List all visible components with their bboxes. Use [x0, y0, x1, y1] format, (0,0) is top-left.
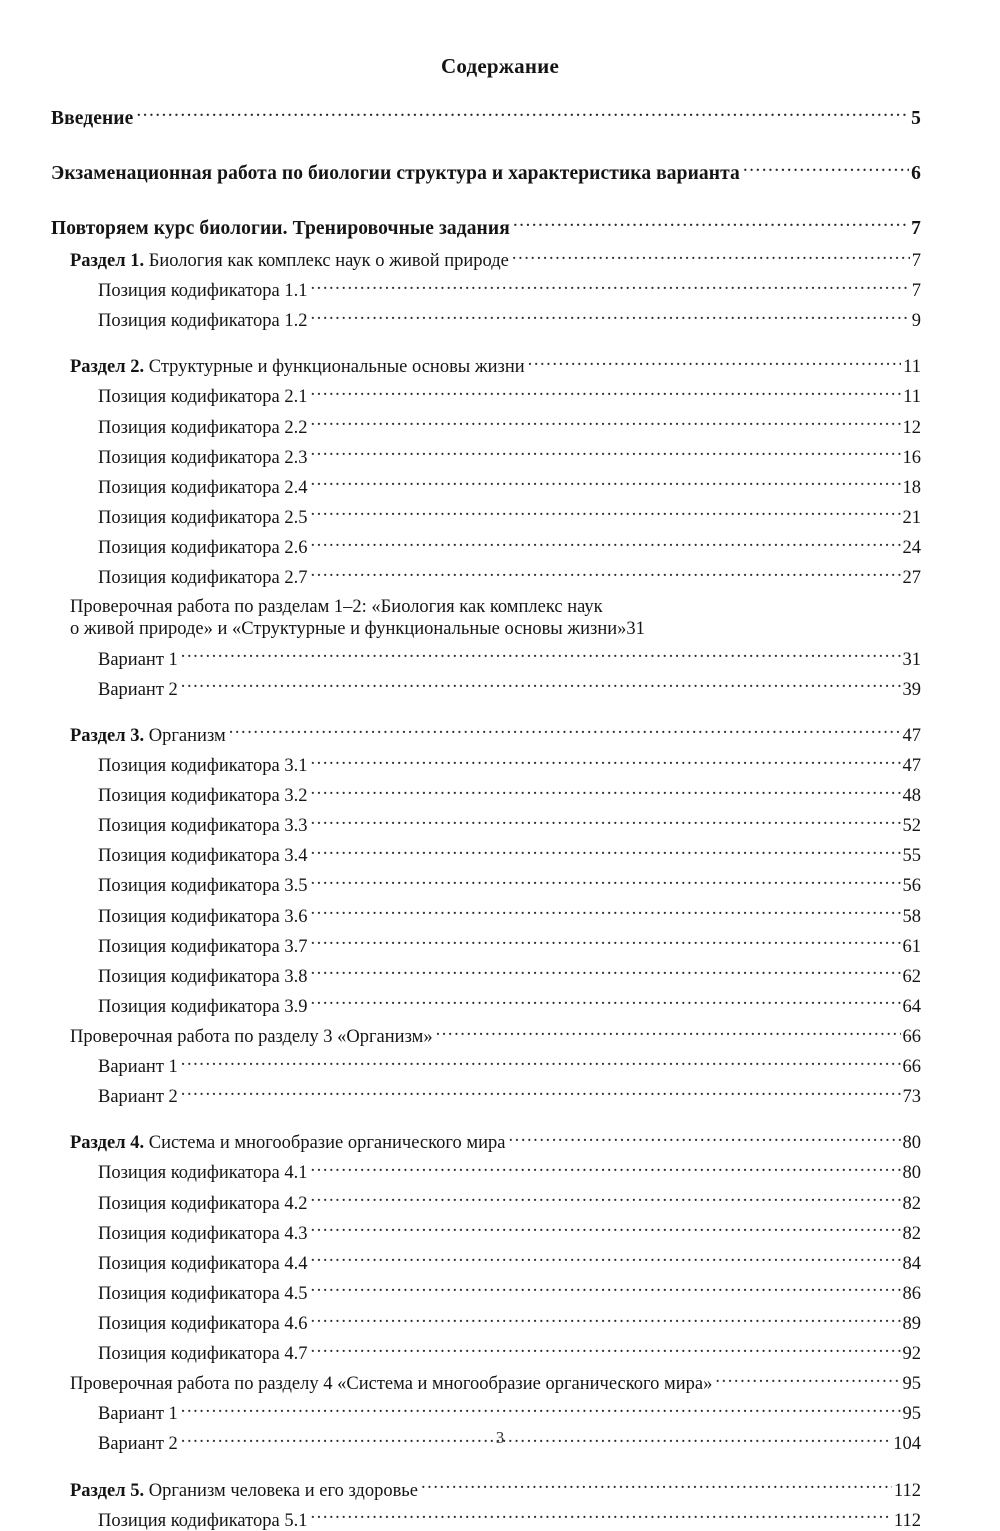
toc-entry-exam-structure[interactable]	[51, 159, 921, 184]
toc-variant[interactable]	[98, 1401, 921, 1425]
toc-item[interactable]	[98, 565, 921, 589]
toc-section-items	[51, 278, 921, 332]
toc-item-label: Позиция кодификатора 4.1	[98, 1163, 308, 1184]
toc-entry-page: 7	[911, 217, 921, 239]
dot-leader	[310, 308, 909, 327]
toc-section-page: 112	[893, 1480, 921, 1501]
toc-item-label: Позиция кодификатора 1.1	[98, 281, 308, 302]
toc-entry-label: Повторяем курс биологии. Тренировочные задания	[51, 217, 510, 239]
toc-item[interactable]	[98, 843, 921, 867]
dot-leader	[310, 278, 909, 297]
dot-leader	[181, 1084, 901, 1103]
toc-variant-label: Вариант 2	[98, 1434, 178, 1455]
toc-item-page: 47	[902, 756, 921, 776]
toc-item-label: Позиция кодификатора 2.2	[98, 417, 308, 438]
dot-leader	[310, 1341, 900, 1360]
toc-item[interactable]	[98, 444, 921, 468]
toc-section-heading-2[interactable]	[70, 354, 921, 378]
toc-item-label: Позиция кодификатора 3.3	[98, 816, 308, 837]
toc-item-label: Позиция кодификатора 1.2	[98, 311, 308, 332]
toc-check-work-page: 31	[626, 618, 645, 639]
toc-item-page: 12	[902, 417, 921, 438]
toc-section-title	[70, 1482, 418, 1502]
toc-item-page: 11	[903, 387, 921, 408]
toc-item-label: Позиция кодификатора 3.5	[98, 876, 308, 897]
dot-leader	[508, 1130, 900, 1149]
toc-item[interactable]	[98, 1310, 921, 1334]
toc-item[interactable]	[98, 1280, 921, 1304]
toc-section-name: Биология как комплекс наук о живой природе	[148, 250, 509, 271]
dot-leader	[310, 903, 900, 922]
toc-section-group-3	[51, 722, 921, 1107]
toc-item-label: Позиция кодификатора 2.5	[98, 507, 308, 528]
toc-item-label: Позиция кодификатора 4.4	[98, 1253, 308, 1274]
toc-item-label: Позиция кодификатора 4.6	[98, 1313, 308, 1334]
dot-leader	[181, 1401, 901, 1420]
toc-item-page: 84	[902, 1253, 921, 1274]
toc-section-items	[51, 753, 921, 1108]
page-title: Содержание	[441, 54, 559, 78]
dot-leader	[310, 1250, 900, 1269]
dot-leader	[310, 963, 900, 982]
toc-section-page: 47	[902, 725, 921, 746]
toc-variant-label: Вариант 2	[98, 1087, 178, 1108]
toc-item[interactable]	[98, 474, 921, 498]
toc-item[interactable]	[98, 504, 921, 528]
toc-section-group-1	[51, 247, 921, 331]
toc-item[interactable]	[98, 384, 921, 408]
toc-section-number: Раздел 1.	[70, 250, 145, 271]
dot-leader	[310, 813, 900, 832]
toc-entry-label: Экзаменационная работа по биологии структура и характеристика варианта	[51, 162, 740, 184]
toc-section-name: Система и многообразие органического мира	[148, 1133, 506, 1154]
toc-item-page: 82	[902, 1193, 921, 1214]
toc-check-work-line2: о живой природе» и «Структурные и функциональные основы жизни»	[70, 618, 627, 639]
toc-section-items	[51, 384, 921, 700]
toc-check-work-label: Проверочная работа по разделу 3 «Организм»	[70, 1026, 433, 1047]
toc-section-number: Раздел 5.	[70, 1480, 145, 1501]
toc-item-page: 21	[902, 507, 921, 528]
toc-item-page: 80	[902, 1163, 921, 1184]
dot-leader	[421, 1477, 892, 1496]
dot-leader	[310, 414, 900, 433]
toc-item-label: Позиция кодификатора 3.6	[98, 906, 308, 927]
toc-section-title	[70, 358, 525, 378]
toc-item-page: 61	[902, 936, 921, 957]
toc-item-page: 24	[902, 537, 921, 558]
dot-leader	[513, 214, 909, 234]
toc-item[interactable]	[98, 1507, 921, 1531]
toc-item-page: 18	[902, 477, 921, 498]
toc-item-page: 56	[902, 876, 921, 897]
toc-check-work-2[interactable]	[70, 595, 921, 641]
dot-leader	[310, 534, 900, 553]
toc-item[interactable]	[98, 903, 921, 927]
dot-leader	[310, 384, 901, 403]
toc-item-page: 86	[902, 1283, 921, 1304]
dot-leader	[181, 676, 901, 695]
dot-leader	[310, 843, 900, 862]
toc-item-label: Позиция кодификатора 3.2	[98, 786, 308, 807]
toc-variant-page: 73	[902, 1087, 921, 1108]
toc-item[interactable]	[98, 813, 921, 837]
toc-item[interactable]	[98, 993, 921, 1017]
folio-page-number: 3	[495, 1428, 505, 1447]
toc-variant-label: Вариант 2	[98, 679, 178, 700]
toc-item-page: 7	[911, 281, 921, 302]
toc-section-name: Организм человека и его здоровье	[148, 1480, 418, 1501]
dot-leader	[136, 104, 909, 124]
dot-leader	[528, 354, 902, 373]
toc-section-number: Раздел 2.	[70, 357, 145, 378]
toc-section-page: 11	[903, 357, 921, 378]
toc-item-page: 16	[902, 447, 921, 468]
toc-item-page: 92	[902, 1344, 921, 1365]
toc-item-label: Позиция кодификатора 3.1	[98, 756, 308, 776]
toc-item[interactable]	[98, 414, 921, 438]
toc-section-group-4	[51, 1130, 921, 1455]
toc-section-page: 80	[902, 1133, 921, 1154]
dot-leader	[310, 873, 900, 892]
dot-leader	[310, 444, 900, 463]
dot-leader	[310, 565, 900, 584]
toc-item-label: Позиция кодификатора 3.9	[98, 996, 308, 1017]
toc-item[interactable]	[98, 534, 921, 558]
dot-leader	[310, 1190, 900, 1209]
toc-item[interactable]	[98, 963, 921, 987]
toc-section-title	[70, 252, 509, 272]
toc-item[interactable]	[98, 1220, 921, 1244]
toc-item-label: Позиция кодификатора 2.1	[98, 387, 308, 408]
toc-item-label: Позиция кодификатора 4.2	[98, 1193, 308, 1214]
toc-item[interactable]	[98, 1190, 921, 1214]
toc-variant[interactable]	[98, 1084, 921, 1108]
toc-item[interactable]	[98, 308, 921, 332]
toc-item-page: 58	[902, 906, 921, 927]
toc-item-label: Позиция кодификатора 2.6	[98, 537, 308, 558]
dot-leader	[310, 1220, 900, 1239]
toc-entry-page: 6	[911, 162, 921, 184]
toc-check-work-4[interactable]	[70, 1371, 921, 1395]
toc-item-label: Позиция кодификатора 2.7	[98, 568, 308, 589]
toc-entry-label: Введение	[51, 107, 134, 129]
toc-variant-label: Вариант 1	[98, 1404, 178, 1425]
toc-section-title	[70, 1134, 505, 1154]
toc-item-label: Позиция кодификатора 2.3	[98, 447, 308, 468]
dot-leader	[310, 993, 900, 1012]
dot-leader	[229, 722, 901, 741]
toc-item[interactable]	[98, 933, 921, 957]
toc-section-group-2	[51, 354, 921, 701]
dot-leader	[181, 646, 901, 665]
toc-check-work-label: Проверочная работа по разделу 4 «Система и многообразие органического мира»	[70, 1374, 713, 1395]
toc-section-name: Структурные и функциональные основы жизни	[148, 357, 525, 378]
toc-item-page: 48	[902, 786, 921, 807]
dot-leader	[310, 1507, 891, 1526]
toc-entry-review-course[interactable]	[51, 214, 921, 239]
toc-item-label: Позиция кодификатора 4.7	[98, 1344, 308, 1365]
toc-check-work-page: 95	[902, 1374, 921, 1395]
toc-item-label: Позиция кодификатора 4.5	[98, 1283, 308, 1304]
dot-leader	[436, 1023, 901, 1042]
dot-leader	[310, 504, 900, 523]
toc-variant-page: 31	[902, 649, 921, 670]
dot-leader	[310, 474, 900, 493]
toc-section-page: 7	[911, 250, 921, 271]
toc-section-group-5	[51, 1477, 921, 1531]
toc-item-label: Позиция кодификатора 5.1	[98, 1510, 308, 1531]
dot-leader	[310, 783, 900, 802]
toc-variant-label: Вариант 1	[98, 1057, 178, 1078]
toc-check-work-line1: Проверочная работа по разделам 1–2: «Биология как комплекс наук	[70, 596, 603, 617]
toc-variant[interactable]	[98, 646, 921, 670]
toc-item[interactable]	[98, 1160, 921, 1184]
toc-variant-page: 66	[902, 1057, 921, 1078]
toc-item-page: 112	[893, 1510, 921, 1531]
toc-variant[interactable]	[98, 1054, 921, 1078]
dot-leader	[181, 1054, 901, 1073]
dot-leader	[310, 1160, 900, 1179]
toc-item-page: 27	[902, 568, 921, 589]
toc-section-title	[70, 727, 226, 747]
toc-section-heading-3[interactable]	[70, 722, 921, 746]
toc-entry-introduction[interactable]	[51, 104, 921, 129]
toc-item-page: 9	[911, 311, 921, 332]
toc-item-label: Позиция кодификатора 4.3	[98, 1223, 308, 1244]
toc-section-heading-4[interactable]	[70, 1130, 921, 1154]
dot-leader	[743, 159, 909, 179]
dot-leader	[310, 1280, 900, 1299]
dot-leader	[715, 1371, 900, 1390]
toc-item[interactable]	[98, 1341, 921, 1365]
toc-item-label: Позиция кодификатора 3.4	[98, 846, 308, 867]
toc-item[interactable]	[98, 783, 921, 807]
dot-leader	[310, 1310, 900, 1329]
toc-item[interactable]	[98, 753, 921, 777]
toc-item-page: 64	[902, 996, 921, 1017]
toc-section-heading-1[interactable]	[70, 247, 921, 271]
toc-section-items	[51, 1160, 921, 1455]
toc-section-name: Организм	[148, 725, 226, 746]
toc-variant-page: 39	[902, 679, 921, 700]
toc-item[interactable]	[98, 873, 921, 897]
dot-leader	[512, 247, 910, 266]
toc-item-page: 89	[902, 1313, 921, 1334]
toc-item-page: 55	[902, 846, 921, 867]
toc-section-items	[51, 1507, 921, 1531]
toc-item-page: 62	[902, 966, 921, 987]
toc-variant-page: 104	[893, 1434, 921, 1455]
table-of-contents	[51, 104, 921, 1531]
toc-item-label: Позиция кодификатора 3.7	[98, 936, 308, 957]
dot-leader	[310, 753, 900, 772]
toc-variant-label: Вариант 1	[98, 649, 178, 670]
toc-item-label: Позиция кодификатора 3.8	[98, 966, 308, 987]
toc-section-number: Раздел 3.	[70, 725, 145, 746]
toc-variant-page: 95	[902, 1404, 921, 1425]
toc-entry-page: 5	[911, 107, 921, 129]
toc-section-heading-5[interactable]	[70, 1477, 921, 1501]
toc-item-page: 52	[902, 816, 921, 837]
toc-section-number: Раздел 4.	[70, 1133, 145, 1154]
toc-check-work-page: 66	[902, 1026, 921, 1047]
dot-leader	[310, 933, 900, 952]
toc-item-label: Позиция кодификатора 2.4	[98, 477, 308, 498]
toc-item[interactable]	[98, 1250, 921, 1274]
toc-check-work-3[interactable]	[70, 1023, 921, 1047]
toc-item[interactable]	[98, 278, 921, 302]
toc-variant[interactable]	[98, 676, 921, 700]
toc-item-page: 82	[902, 1223, 921, 1244]
